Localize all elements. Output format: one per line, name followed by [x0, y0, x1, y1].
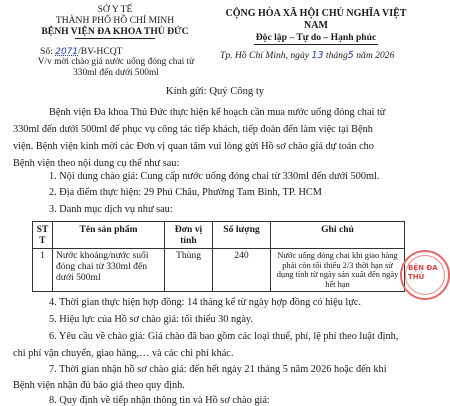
list-item-8: 8. Quy định về tiếp nhận thông tin và Hồ sơ chào giá:: [49, 395, 270, 406]
agency-header: [30, 4, 200, 39]
header-left-rule: [75, 38, 155, 39]
date-place: Tp. Hồ Chí Minh, ngày: [220, 50, 310, 61]
header-right-rule: [254, 44, 378, 45]
cell-note: Nước uống đóng chai khi giao hàng phải còn tối thiểu 2/3 thời hạn sử dụng tính từ ngày sản xuất đến ngày hết hạn: [271, 249, 405, 292]
subject-line-2: 330ml đến dưới 500ml: [73, 68, 159, 78]
agency-name: SỞ Y TẾ: [97, 4, 133, 15]
nation-title: CỘNG HÒA XÃ HỘI CHỦ NGHĨA VIỆT NAM: [225, 8, 407, 31]
stamp-text: BỆN ĐA THỦ: [408, 264, 438, 281]
cell-unit: Thùng: [165, 249, 213, 292]
intro-line-2: 330ml đến dưới 500ml để phục vụ công tác tiếp khách, tiếp đoàn đến làm việc tại Bệnh: [13, 124, 373, 135]
list-item-7: 7. Thời gian nhận hồ sơ chào giá: đến hết ngày 21 tháng 5 năm 2026 hoặc đến khi: [49, 364, 387, 375]
document-number: [40, 46, 123, 57]
salutation: Kính gửi: Quý Công ty: [165, 86, 265, 97]
doc-number-prefix: Số:: [40, 46, 53, 57]
date-month-label: tháng: [325, 50, 348, 61]
red-seal-stamp: [400, 250, 450, 300]
list-item-5: 5. Hiệu lực của Hồ sơ chào giá: tối thiểu 30 ngày.: [49, 314, 253, 325]
list-item-7-cont: Bệnh viện nhận đủ báo giá theo quy định.: [13, 380, 185, 391]
stamp-inner-ring: [405, 255, 445, 295]
intro-line-1: Bệnh viện Đa khoa Thủ Đức thực hiện kế hoạch cần mua nước uống đóng chai từ: [49, 107, 386, 118]
nation-header: [216, 8, 416, 45]
intro-line-4: Bệnh viện theo nội dung cụ thể như sau:: [13, 158, 180, 169]
service-table: [32, 221, 405, 292]
col-stt: ST T: [33, 222, 53, 249]
cell-stt: 1: [33, 249, 53, 292]
list-item-4: 4. Thời gian thực hiện hợp đồng: 14 tháng kể từ ngày hợp đồng có hiệu lực.: [49, 297, 361, 308]
doc-number-value: 2071: [55, 47, 79, 57]
list-item-1: 1. Nội dung chào giá: Cung cấp nước uống đóng chai từ 330ml đến dưới 500ml.: [49, 171, 380, 182]
doc-number-suffix: /BV-HCQT: [78, 46, 123, 57]
list-item-3: 3. Danh mục dịch vụ như sau:: [49, 204, 173, 215]
col-product: Tên sản phẩm: [53, 222, 165, 249]
col-quantity: Số lượng: [213, 222, 271, 249]
date-month: 5: [347, 50, 354, 61]
col-note: Ghi chú: [271, 222, 405, 249]
list-item-6-cont: chi phí vận chuyển, giao hàng,… và các chi phí khác.: [13, 348, 234, 359]
hospital-name: BỆNH VIỆN ĐA KHOA THỦ ĐỨC: [41, 26, 189, 37]
cell-quantity: 240: [213, 249, 271, 292]
table-header-row: [33, 222, 405, 249]
intro-line-3: viện. Bệnh viện kính mời các Đơn vị quan tâm vui lòng gửi Hồ sơ chào giá dự toán cho: [13, 141, 374, 152]
date-day: 13: [311, 50, 324, 61]
list-item-2: 2. Địa điểm thực hiện: 29 Phú Châu, Phường Tam Bình, TP. HCM: [49, 187, 322, 198]
col-unit: Đơn vị tính: [165, 222, 213, 249]
cell-product: Nước khoáng/nước suối đóng chai từ 330ml đến dưới 500ml: [53, 249, 165, 292]
document-subject: [16, 57, 216, 79]
subject-line-1: V/v mời chào giá nước uống đóng chai từ: [37, 57, 195, 67]
table-row: [33, 249, 405, 292]
nation-motto: Độc lập – Tự do – Hạnh phúc: [255, 32, 377, 43]
agency-city: THÀNH PHỐ HỒ CHÍ MINH: [55, 15, 175, 26]
list-item-6: 6. Yêu cầu về chào giá: Giá chào đã bao gồm các loại thuế, phí, lệ phí theo luật định,: [49, 331, 399, 342]
date-year: năm 2026: [356, 50, 395, 61]
document-date: [220, 50, 394, 61]
